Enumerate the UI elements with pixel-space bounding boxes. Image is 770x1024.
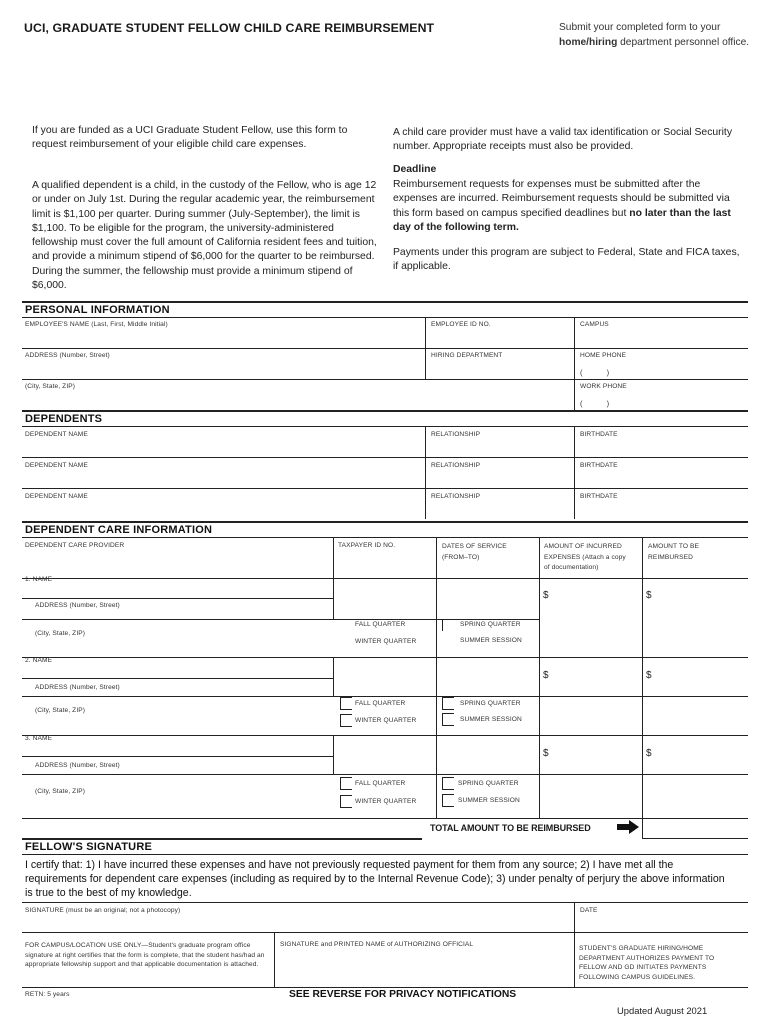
divider <box>274 932 275 987</box>
total-label: TOTAL AMOUNT TO BE REIMBURSED <box>430 823 591 833</box>
intro-right-paragraph-1: A child care provider must have a valid tax identification or Social Security number. Appropriate receipts must also be provided. <box>393 127 733 153</box>
dependent-name-field[interactable]: DEPENDENT NAME <box>25 431 88 438</box>
arrow-right-icon <box>617 820 639 834</box>
privacy-notice: SEE REVERSE FOR PRIVACY NOTIFICATIONS <box>289 989 517 1000</box>
divider <box>574 932 575 987</box>
birthdate-field[interactable]: BIRTHDATE <box>580 431 618 438</box>
intro-paragraph-1: If you are funded as a UCI Graduate Student Fellow, use this form to request reimbursement of your eligible child care expenses. <box>32 125 348 151</box>
divider <box>539 537 540 818</box>
divider <box>22 426 748 427</box>
signature-heading: FELLOW'S SIGNATURE <box>25 841 153 853</box>
divider <box>22 317 748 318</box>
divider <box>22 902 748 903</box>
divider <box>22 696 748 697</box>
divider <box>425 426 426 519</box>
birthdate-field[interactable]: BIRTHDATE <box>580 462 618 469</box>
provider-name-field[interactable]: 3. NAME <box>25 735 53 742</box>
updated-date: Updated August 2021 <box>617 1005 708 1016</box>
winter-quarter-checkbox-label[interactable]: WINTER QUARTER <box>355 638 417 645</box>
summer-session-checkbox[interactable] <box>442 794 454 807</box>
deadline-text <box>393 178 743 235</box>
fall-quarter-checkbox[interactable] <box>340 777 352 790</box>
reimbursed-amount-3[interactable]: $ <box>646 748 652 759</box>
dependents-heading: DEPENDENTS <box>25 413 103 425</box>
divider <box>436 537 437 818</box>
fall-quarter-checkbox-label[interactable]: FALL QUARTER <box>355 780 406 787</box>
spring-quarter-checkbox[interactable] <box>442 777 454 790</box>
divider <box>22 774 748 775</box>
provider-address-field[interactable]: ADDRESS (Number, Street) <box>35 762 120 769</box>
authorization-text: STUDENT'S GRADUATE HIRING/HOME DEPARTMENT AUTHORIZES PAYMENT TO FELLOW AND GD INITIATES PAYMENTS FOLLOWING CAMPUS GUIDELINES. <box>579 945 715 981</box>
total-amount-field-underline <box>642 838 748 839</box>
dependent-name-field[interactable]: DEPENDENT NAME <box>25 462 88 469</box>
official-signature-field[interactable]: SIGNATURE and PRINTED NAME of AUTHORIZING OFFICIAL <box>280 941 474 948</box>
date-field[interactable]: DATE <box>580 907 598 914</box>
submit-line-2 <box>559 35 749 50</box>
divider <box>333 537 334 578</box>
section-rule <box>22 838 422 840</box>
city-field[interactable]: (City, State, ZIP) <box>25 383 76 390</box>
divider <box>22 678 333 679</box>
col-dates-2: (FROM–TO) <box>442 553 480 561</box>
submit-rest: department personnel office. <box>617 37 750 48</box>
winter-quarter-checkbox[interactable] <box>340 795 352 808</box>
deadline-body: Reimbursement requests for expenses must be submitted after the expenses are incurred. Reimbursement requests should be submitted via this form based on campus specified deadlines but <box>393 179 730 219</box>
divider <box>22 818 748 819</box>
summer-session-checkbox-label[interactable]: SUMMER SESSION <box>460 637 522 644</box>
divider <box>574 426 575 519</box>
fall-quarter-checkbox-label[interactable]: FALL QUARTER <box>355 621 406 628</box>
reimbursed-amount-1[interactable]: $ <box>646 590 652 601</box>
divider <box>22 657 748 658</box>
retention-note: RETN: 5 years <box>25 991 70 998</box>
divider <box>22 379 748 380</box>
signature-field[interactable]: SIGNATURE (must be an original; not a photocopy) <box>25 907 181 914</box>
personal-heading: PERSONAL INFORMATION <box>25 304 170 316</box>
divider <box>22 854 748 855</box>
provider-name-field[interactable]: 1. NAME <box>25 576 53 583</box>
divider <box>22 932 748 933</box>
divider <box>22 987 748 988</box>
summer-session-checkbox[interactable] <box>442 713 454 726</box>
provider-address-field[interactable]: ADDRESS (Number, Street) <box>35 602 120 609</box>
divider <box>22 537 748 538</box>
divider <box>333 735 334 774</box>
summer-session-checkbox-label[interactable]: SUMMER SESSION <box>460 716 522 723</box>
col-reimb-1: AMOUNT TO BE <box>648 543 700 550</box>
summer-session-checkbox-label[interactable]: SUMMER SESSION <box>458 797 520 804</box>
care-heading: DEPENDENT CARE INFORMATION <box>25 524 213 536</box>
provider-city-field[interactable]: (City, State, ZIP) <box>35 630 86 637</box>
divider <box>574 902 575 932</box>
winter-quarter-checkbox-label[interactable]: WINTER QUARTER <box>355 717 417 724</box>
deadline-heading: Deadline <box>393 164 437 175</box>
work-phone-field[interactable]: WORK PHONE <box>580 383 627 390</box>
submit-line-1: Submit your completed form to your <box>559 22 721 33</box>
divider <box>22 756 333 757</box>
section-rule <box>22 410 748 412</box>
certification-text: I certify that: 1) I have incurred these expenses and have not previously requested payment for them from any source; 2) I have met all the requirements for dependent care expenses (including as required by to the Internal Revenue Code); 3) under penalty of perjury the above information is true to the best of my knowledge. <box>25 859 725 899</box>
section-rule <box>22 521 748 523</box>
col-amount-2: EXPENSES (Attach a copy <box>544 553 626 561</box>
divider <box>642 537 643 838</box>
submit-instructions <box>559 20 749 50</box>
work-phone-parens: ( ) <box>580 399 610 408</box>
employee-name-field[interactable]: EMPLOYEE'S NAME (Last, First, Middle Initial) <box>25 321 168 328</box>
checkbox-mark <box>442 619 443 631</box>
col-dates <box>442 542 507 563</box>
taxes-paragraph: Payments under this program are subject to Federal, State and FICA taxes, if applicable. <box>393 247 740 273</box>
dependent-name-field[interactable]: DEPENDENT NAME <box>25 493 88 500</box>
home-phone-parens: ( ) <box>580 368 610 377</box>
divider <box>574 317 575 410</box>
provider-address-field[interactable]: ADDRESS (Number, Street) <box>35 684 120 691</box>
col-reimb-2: REIMBURSED <box>648 553 693 561</box>
divider <box>22 578 748 579</box>
winter-quarter-checkbox-label[interactable]: WINTER QUARTER <box>355 798 417 805</box>
divider <box>333 578 334 620</box>
incurred-amount-2[interactable]: $ <box>543 670 549 681</box>
spring-quarter-checkbox-label[interactable]: SPRING QUARTER <box>458 780 519 787</box>
reimbursed-amount-2[interactable]: $ <box>646 670 652 681</box>
incurred-amount-3[interactable]: $ <box>543 748 549 759</box>
section-rule <box>22 301 748 303</box>
divider <box>22 735 748 736</box>
spring-quarter-checkbox-label[interactable]: SPRING QUARTER <box>460 700 521 707</box>
provider-city-field[interactable]: (City, State, ZIP) <box>35 788 86 795</box>
employee-id-field[interactable]: EMPLOYEE ID NO. <box>431 321 491 328</box>
provider-name-field[interactable]: 2. NAME <box>25 657 53 664</box>
divider <box>333 657 334 696</box>
col-dates-1: DATES OF SERVICE <box>442 543 507 550</box>
fall-quarter-checkbox[interactable] <box>340 697 352 710</box>
col-amount-1: AMOUNT OF INCURRED <box>544 543 622 550</box>
hiring-dept-field[interactable]: HIRING DEPARTMENT <box>431 352 503 359</box>
divider <box>22 348 748 349</box>
relationship-field[interactable]: RELATIONSHIP <box>431 493 481 500</box>
col-taxpayer: TAXPAYER ID NO. <box>338 542 396 549</box>
col-amount <box>544 542 626 574</box>
intro-paragraph-2: A qualified dependent is a child, in the custody of the Fellow, who is age 12 or under on July 1st. During the regular academic year, the reimbursement limit is $1,100 per quarter. During summer (July-September), the limit is $1,100. To be eligible for the program, the university-administered fellowship must cover the full amount of California resident fees and tuition, and provide a minimum stipend of $6,000 for the quarter to be reimbursed. During the summer, the fellowship must provide a minimum stipend of $6,000. <box>32 180 377 292</box>
fall-quarter-checkbox-label[interactable]: FALL QUARTER <box>355 700 406 707</box>
divider <box>22 598 333 599</box>
divider <box>333 619 539 620</box>
deadline-bold: no later than the last day of the following term. <box>393 207 731 233</box>
campus-field[interactable]: CAMPUS <box>580 321 609 328</box>
spring-quarter-checkbox-label[interactable]: SPRING QUARTER <box>460 621 521 628</box>
form-title: UCI, GRADUATE STUDENT FELLOW CHILD CARE REIMBURSEMENT <box>24 21 435 35</box>
col-reimbursed <box>648 542 699 563</box>
provider-city-field[interactable]: (City, State, ZIP) <box>35 707 86 714</box>
col-provider: DEPENDENT CARE PROVIDER <box>25 542 125 549</box>
winter-quarter-checkbox[interactable] <box>340 714 352 727</box>
home-phone-field[interactable]: HOME PHONE <box>580 352 627 359</box>
birthdate-field[interactable]: BIRTHDATE <box>580 493 618 500</box>
incurred-amount-1[interactable]: $ <box>543 590 549 601</box>
relationship-field[interactable]: RELATIONSHIP <box>431 431 481 438</box>
col-amount-3: of documentation) <box>544 564 599 571</box>
divider <box>22 619 333 620</box>
address-field[interactable]: ADDRESS (Number, Street) <box>25 352 110 359</box>
spring-quarter-checkbox[interactable] <box>442 697 454 710</box>
divider <box>22 488 748 489</box>
campus-use-text: FOR CAMPUS/LOCATION USE ONLY—Student's graduate program office signature at right certifies that the form is complete, that the student has/had an appropriate fellowship support and that applicable documentation is attached. <box>25 942 265 968</box>
divider <box>22 457 748 458</box>
submit-bold: home/hiring <box>559 37 618 48</box>
relationship-field[interactable]: RELATIONSHIP <box>431 462 481 469</box>
